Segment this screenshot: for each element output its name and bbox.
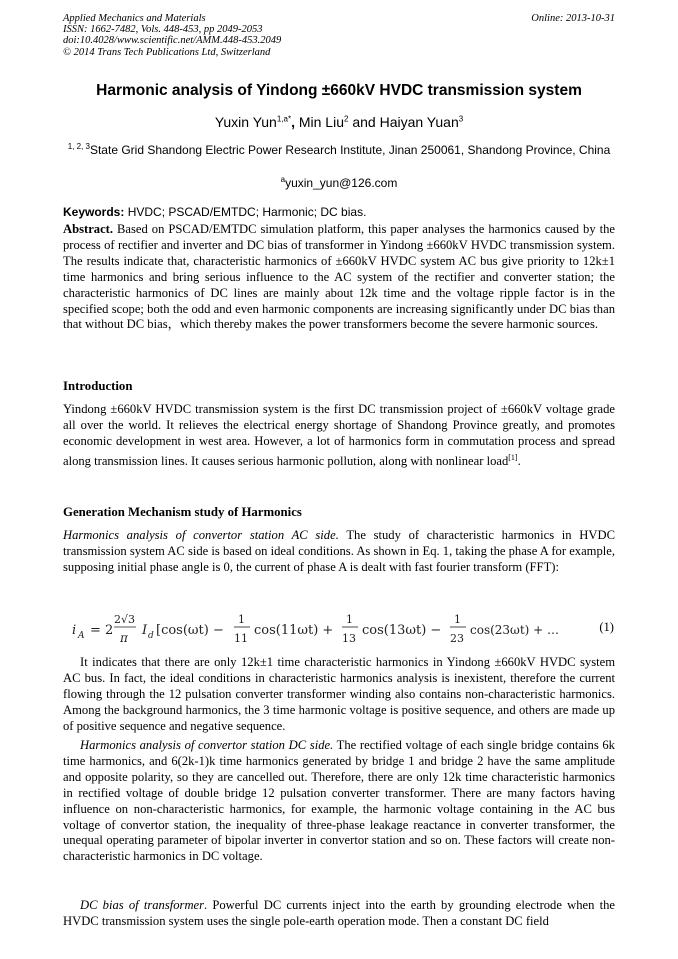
author-name: Haiyan Yuan: [379, 114, 459, 130]
affiliation: [63, 139, 615, 158]
ac-side-text: The study of characteristic harmonics in HVDC transmission system AC side is based on ideal conditions. As shown in Eq. 1, taking the phase A for example, supposing initial phase angle is 0, the current of phase A is dealt with fast fourier transform (FFT):: [63, 528, 615, 574]
dc-side-paragraph: [63, 738, 615, 865]
author-list: [0, 114, 678, 130]
paper-title: Harmonic analysis of Yindong ±660kV HVDC transmission system: [96, 82, 582, 99]
sentence-end: .: [517, 453, 521, 468]
svg-text:cos(13ωt) −: cos(13ωt) −: [362, 623, 442, 638]
author-affil-mark: 2: [344, 114, 349, 124]
svg-text:2√3: 2√3: [114, 613, 136, 626]
harmonics-paragraph: [63, 655, 615, 735]
citation-ref: [1]: [508, 452, 518, 462]
equation-number: (1): [599, 620, 614, 634]
svg-text:[cos(ωt) −: [cos(ωt) −: [156, 623, 224, 638]
author-name: Min Liu: [298, 114, 344, 130]
svg-text:=: =: [90, 623, 101, 638]
online-date: Online: 2013-10-31: [531, 13, 615, 24]
abstract-text: Based on PSCAD/EMTDC simulation platform, this paper analyses the harmonics caused by the process of rectifier and inverter and DC bias of transformer in Yindong ±660kV HVDC transmission system. The results indicate that, characteristic harmonics of ±660kV HVDC system AC bus give priority to 12k±1 time harmonics and bring serious influence to the AC system of the rectifier and converter station; the characteristic harmonics of DC lines are mainly about 12k time and the voltage ripple factor is in the specified scope; both the odd and even harmonic components are increasing significantly under DC bias than that without DC bias，which thereby makes the power transformers become the severe harmonic sources.: [63, 222, 615, 332]
svg-text:I: I: [142, 623, 148, 638]
svg-text:i: i: [72, 623, 77, 638]
dc-bias-text: . Powerful DC currents inject into the earth by grounding electrode when the HVDC transmission system uses the single pole-earth operation mode. Then a constant DC field: [63, 898, 615, 928]
svg-text:23: 23: [450, 632, 464, 645]
harmonics-text: It indicates that there are only 12k±1 time characteristic harmonics in Yindong ±660kV HVDC system AC bus. In fact, the ideal conditions in characteristic harmonics analysis is inexistent, therefore the current flowing through the 12 pulsation converter transformer winding also contains non-characteristic harmonics. Among the background harmonics, the 3 time harmonic voltage is positive sequence, and others are made up of positive sequence and negative sequence.: [63, 655, 615, 733]
keywords-label: Keywords:: [63, 205, 125, 219]
introduction-paragraph: [63, 402, 615, 470]
dc-bias-paragraph: [63, 898, 615, 930]
ac-side-paragraph: [63, 528, 615, 576]
section-heading-generation: Generation Mechanism study of Harmonics: [63, 505, 302, 519]
affiliation-text: State Grid Shandong Electric Power Research Institute, Jinan 250061, Shandong Province, China: [89, 143, 611, 157]
copyright-line: © 2014 Trans Tech Publications Ltd, Switzerland: [63, 46, 271, 58]
journal-name: Applied Mechanics and Materials: [63, 13, 206, 24]
author-name: Yuxin Yun: [214, 114, 277, 130]
keywords-text: HVDC; PSCAD/EMTDC; Harmonic; DC bias.: [124, 205, 367, 219]
journal-header: [63, 13, 615, 58]
section-heading-introduction: Introduction: [63, 379, 133, 393]
author-affil-mark: 3: [458, 114, 464, 124]
svg-text:A: A: [78, 631, 85, 641]
dc-bias-title: DC bias of transformer: [80, 898, 205, 912]
author-affil-mark: 1,a*: [276, 114, 292, 124]
svg-text:d: d: [148, 631, 154, 641]
introduction-text: Yindong ±660kV HVDC transmission system is the first DC transmission project of ±660kV voltage grade all over the world. It relieves the electrical energy shortage of Shandong Province greatly, and promotes economic development in west area. However, a lot of harmonics form in commutation process and spread along transmission lines. It causes serious harmonic pollution, along with nonlinear load: [63, 402, 615, 468]
abstract: [63, 222, 615, 333]
svg-text:1: 1: [346, 613, 353, 626]
issn-line: ISSN: 1662-7482, Vols. 448-453, pp 2049-2053: [63, 24, 263, 36]
svg-text:13: 13: [342, 632, 356, 645]
svg-text:11: 11: [234, 632, 248, 645]
svg-text:π: π: [120, 631, 128, 645]
dc-side-title: Harmonics analysis of convertor station DC side.: [80, 738, 334, 752]
ac-side-title: Harmonics analysis of convertor station AC side.: [63, 528, 339, 542]
svg-text:2: 2: [105, 623, 114, 638]
abstract-label: Abstract.: [63, 222, 114, 236]
author-email: [0, 175, 678, 190]
svg-text:cos(23ωt) + …: cos(23ωt) + …: [470, 623, 560, 637]
dc-side-text: The rectified voltage of each single bridge contains 6k time harmonics, and 6(2k-1)k time harmonics generated by bridge 1 and bridge 2 have the same amplitude and opposite polarity, so they are cancelled out. Therefore, there are only 12k time characteristic harmonics in rectified voltage of double bridge 12 pulsation converter transformer. There are many factors having influence on non-characteristic harmonics, for example, the harmonic voltage containing in the AC bus voltage of convertor station, the inequality of three-phase leakage reactance in converter transformer, the unequal operating parameter of bipolar inverter in convertor station and so on. These factors will create non-characteristic harmonics in DC voltage.: [63, 738, 615, 864]
svg-text:cos(11ωt) +: cos(11ωt) +: [254, 623, 334, 638]
email-mark: a: [280, 175, 286, 184]
author-separator: ,: [291, 114, 299, 130]
doi-line: doi:10.4028/www.scientific.net/AMM.448-453.2049: [63, 35, 282, 47]
email-address: yuxin_yun@126.com: [285, 176, 398, 190]
svg-text:1: 1: [454, 613, 461, 626]
affiliation-mark: 1, 2, 3: [67, 142, 90, 151]
svg-text:1: 1: [238, 613, 245, 626]
keywords: [63, 205, 366, 219]
equation-graphic: [70, 606, 570, 654]
author-separator: and: [348, 114, 380, 130]
equation-1: [70, 606, 618, 654]
